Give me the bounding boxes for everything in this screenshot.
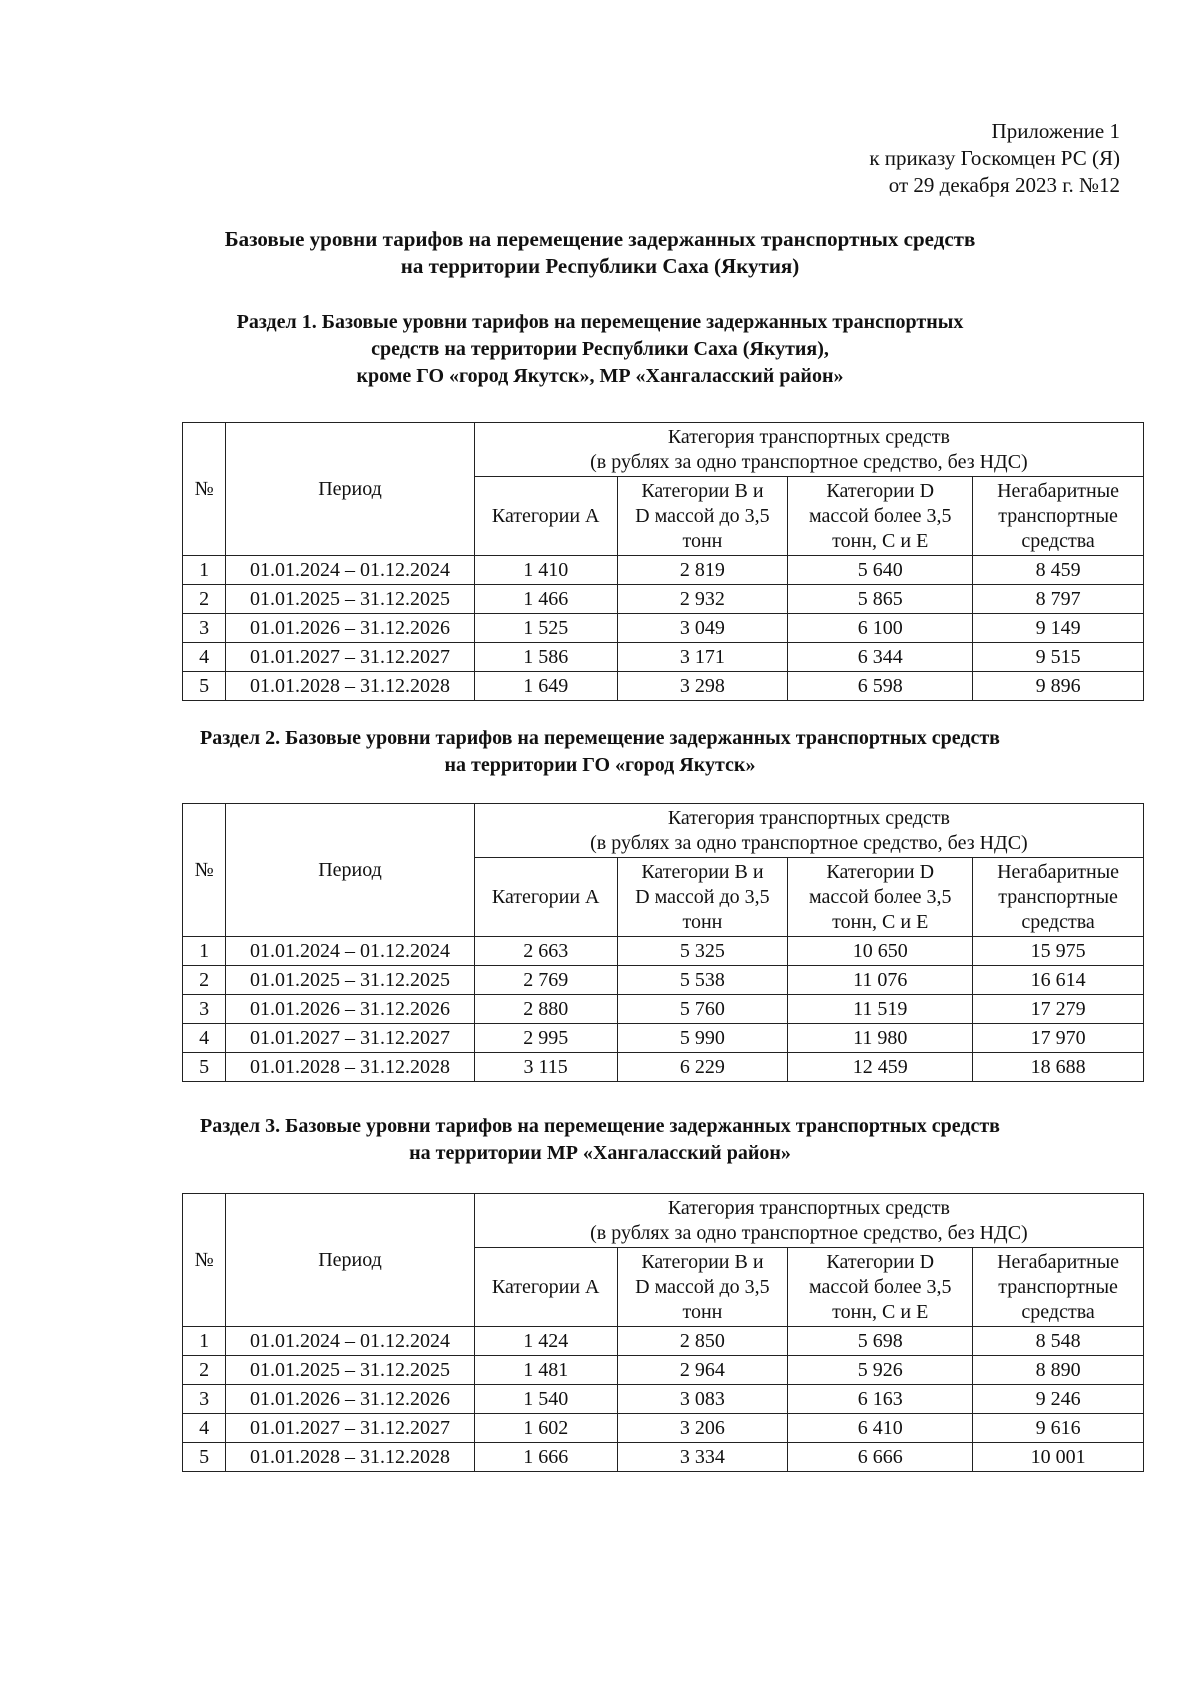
tariff-category-b: 3 083	[617, 1385, 788, 1414]
tariff-category-b: 2 932	[617, 585, 788, 614]
tariff-category-b: 5 538	[617, 966, 788, 995]
column-header-category-b	[617, 477, 788, 556]
tariff-category-b: 2 964	[617, 1356, 788, 1385]
row-period: 01.01.2026 – 31.12.2026	[226, 995, 475, 1024]
column-header-period: Период	[226, 1194, 475, 1327]
header-line: Категории В и	[641, 479, 764, 502]
tariff-category-d: 6 598	[788, 672, 973, 701]
tariff-table-section-1	[182, 422, 1144, 701]
tariff-oversize: 17 279	[973, 995, 1144, 1024]
tariff-category-a: 2 769	[474, 966, 617, 995]
header-line: Негабаритные	[997, 860, 1120, 883]
tariff-category-b: 2 850	[617, 1327, 788, 1356]
section-title-line: на территории МР «Хангаласский район»	[409, 1142, 791, 1164]
tariff-category-b: 3 049	[617, 614, 788, 643]
row-number: 1	[183, 937, 226, 966]
tariff-category-b: 6 229	[617, 1053, 788, 1082]
tariff-category-d: 11 980	[788, 1024, 973, 1053]
column-header-number: №	[183, 804, 226, 937]
row-period: 01.01.2025 – 31.12.2025	[226, 1356, 475, 1385]
tariff-category-a: 2 880	[474, 995, 617, 1024]
header-line: средства	[1021, 529, 1095, 552]
tariff-oversize: 9 149	[973, 614, 1144, 643]
appendix-line: Приложение 1	[991, 119, 1120, 143]
row-number: 5	[183, 672, 226, 701]
column-header-oversize	[973, 477, 1144, 556]
table-row	[183, 1443, 1144, 1472]
tariff-category-d: 5 926	[788, 1356, 973, 1385]
tariff-category-a: 2 663	[474, 937, 617, 966]
header-line: транспортные	[998, 504, 1118, 527]
column-header-period: Период	[226, 804, 475, 937]
header-line: тонн	[682, 910, 723, 933]
document-title-line: на территории Республики Саха (Якутия)	[400, 254, 800, 278]
row-number: 4	[183, 643, 226, 672]
tariff-category-a: 1 466	[474, 585, 617, 614]
header-line: средства	[1021, 1300, 1095, 1323]
table-row	[183, 1024, 1144, 1053]
column-group-vehicle-category	[474, 804, 1143, 858]
tariff-category-d: 6 666	[788, 1443, 973, 1472]
column-header-category-b	[617, 1248, 788, 1327]
header-line: Категории D	[826, 1250, 935, 1273]
section-title-line: на территории ГО «город Якутск»	[444, 754, 756, 776]
tariff-oversize: 8 890	[973, 1356, 1144, 1385]
table-row	[183, 556, 1144, 585]
row-period: 01.01.2025 – 31.12.2025	[226, 966, 475, 995]
appendix-order-line: к приказу Госкомцен РС (Я)	[869, 146, 1120, 170]
column-header-number: №	[183, 1194, 226, 1327]
table-row	[183, 643, 1144, 672]
header-line: транспортные	[998, 885, 1118, 908]
header-line: Негабаритные	[997, 1250, 1120, 1273]
tariff-category-d: 6 163	[788, 1385, 973, 1414]
row-number: 2	[183, 585, 226, 614]
table-row	[183, 585, 1144, 614]
tariff-category-b: 5 760	[617, 995, 788, 1024]
row-number: 1	[183, 1327, 226, 1356]
row-period: 01.01.2024 – 01.12.2024	[226, 937, 475, 966]
row-number: 3	[183, 1385, 226, 1414]
tariff-category-a: 1 481	[474, 1356, 617, 1385]
row-period: 01.01.2028 – 31.12.2028	[226, 1443, 475, 1472]
tariff-oversize: 9 616	[973, 1414, 1144, 1443]
tariff-oversize: 8 548	[973, 1327, 1144, 1356]
tariff-category-a: 2 995	[474, 1024, 617, 1053]
header-line: D массой до 3,5	[635, 885, 770, 908]
group-header-line: (в рублях за одно транспортное средство, без НДС)	[590, 832, 1028, 854]
header-line: D массой до 3,5	[635, 504, 770, 527]
tariff-category-a: 1 540	[474, 1385, 617, 1414]
row-period: 01.01.2027 – 31.12.2027	[226, 1024, 475, 1053]
tariff-category-d: 11 519	[788, 995, 973, 1024]
tariff-oversize: 9 515	[973, 643, 1144, 672]
tariff-category-a: 1 586	[474, 643, 617, 672]
section-title-line: Раздел 1. Базовые уровни тарифов на перемещение задержанных транспортных	[236, 311, 964, 333]
header-line: массой более 3,5	[808, 1275, 952, 1298]
header-line: массой более 3,5	[808, 504, 952, 527]
tariff-oversize: 8 797	[973, 585, 1144, 614]
header-line: тонн, С и Е	[832, 1300, 929, 1323]
row-period: 01.01.2025 – 31.12.2025	[226, 585, 475, 614]
row-number: 4	[183, 1414, 226, 1443]
table-row	[183, 995, 1144, 1024]
group-header-line: (в рублях за одно транспортное средство, без НДС)	[590, 451, 1028, 473]
column-group-vehicle-category	[474, 1194, 1143, 1248]
table-row	[183, 1385, 1144, 1414]
column-header-category-b	[617, 858, 788, 937]
header-line: средства	[1021, 910, 1095, 933]
table-row	[183, 1053, 1144, 1082]
row-number: 2	[183, 966, 226, 995]
row-period: 01.01.2027 – 31.12.2027	[226, 643, 475, 672]
tariff-oversize: 9 246	[973, 1385, 1144, 1414]
row-number: 1	[183, 556, 226, 585]
tariff-category-d: 12 459	[788, 1053, 973, 1082]
tariff-category-d: 6 344	[788, 643, 973, 672]
appendix-date-line: от 29 декабря 2023 г. №12	[888, 173, 1120, 197]
tariff-category-a: 1 666	[474, 1443, 617, 1472]
column-header-category-a: Категории А	[474, 477, 617, 556]
header-line: Категории В и	[641, 1250, 764, 1273]
tariff-oversize: 10 001	[973, 1443, 1144, 1472]
tariff-category-b: 3 298	[617, 672, 788, 701]
row-period: 01.01.2028 – 31.12.2028	[226, 1053, 475, 1082]
tariff-category-b: 3 206	[617, 1414, 788, 1443]
tariff-category-a: 1 525	[474, 614, 617, 643]
tariff-category-d: 5 640	[788, 556, 973, 585]
tariff-category-b: 3 171	[617, 643, 788, 672]
header-line: Негабаритные	[997, 479, 1120, 502]
row-number: 5	[183, 1053, 226, 1082]
row-number: 5	[183, 1443, 226, 1472]
header-line: тонн, С и Е	[832, 529, 929, 552]
column-group-vehicle-category	[474, 423, 1143, 477]
header-line: D массой до 3,5	[635, 1275, 770, 1298]
table-row	[183, 614, 1144, 643]
row-period: 01.01.2024 – 01.12.2024	[226, 556, 475, 585]
tariff-oversize: 9 896	[973, 672, 1144, 701]
table-row	[183, 1414, 1144, 1443]
header-line: тонн, С и Е	[832, 910, 929, 933]
row-period: 01.01.2028 – 31.12.2028	[226, 672, 475, 701]
tariff-table-section-3	[182, 1193, 1144, 1472]
document-title-line: Базовые уровни тарифов на перемещение задержанных транспортных средств	[224, 227, 976, 251]
table-row	[183, 966, 1144, 995]
section-title-line: Раздел 2. Базовые уровни тарифов на перемещение задержанных транспортных средств	[200, 727, 1000, 749]
column-header-category-a: Категории А	[474, 858, 617, 937]
tariff-category-d: 10 650	[788, 937, 973, 966]
column-header-category-a: Категории А	[474, 1248, 617, 1327]
tariff-category-b: 2 819	[617, 556, 788, 585]
section-title-line: кроме ГО «город Якутск», МР «Хангаласский район»	[356, 365, 844, 387]
column-header-oversize	[973, 858, 1144, 937]
section-title-line: Раздел 3. Базовые уровни тарифов на перемещение задержанных транспортных средств	[200, 1115, 1000, 1137]
tariff-oversize: 18 688	[973, 1053, 1144, 1082]
row-period: 01.01.2024 – 01.12.2024	[226, 1327, 475, 1356]
tariff-category-b: 5 325	[617, 937, 788, 966]
tariff-oversize: 17 970	[973, 1024, 1144, 1053]
tariff-category-d: 11 076	[788, 966, 973, 995]
group-header-line: (в рублях за одно транспортное средство, без НДС)	[590, 1222, 1028, 1244]
row-period: 01.01.2027 – 31.12.2027	[226, 1414, 475, 1443]
column-header-oversize	[973, 1248, 1144, 1327]
column-header-period: Период	[226, 423, 475, 556]
row-number: 3	[183, 995, 226, 1024]
header-line: Категории В и	[641, 860, 764, 883]
tariff-table-section-2	[182, 803, 1144, 1082]
group-header-line: Категория транспортных средств	[667, 1197, 950, 1219]
header-line: Категории D	[826, 479, 935, 502]
header-line: Категории D	[826, 860, 935, 883]
tariff-category-a: 3 115	[474, 1053, 617, 1082]
tariff-oversize: 8 459	[973, 556, 1144, 585]
header-line: массой более 3,5	[808, 885, 952, 908]
section-title-line: средств на территории Республики Саха (Якутия),	[371, 338, 829, 360]
tariff-category-a: 1 602	[474, 1414, 617, 1443]
column-header-category-d	[788, 1248, 973, 1327]
section-2-title	[0, 725, 1200, 779]
row-period: 01.01.2026 – 31.12.2026	[226, 614, 475, 643]
tariff-category-d: 6 410	[788, 1414, 973, 1443]
section-1-title	[0, 309, 1200, 390]
section-3-title	[0, 1113, 1200, 1167]
tariff-category-a: 1 649	[474, 672, 617, 701]
tariff-oversize: 16 614	[973, 966, 1144, 995]
tariff-oversize: 15 975	[973, 937, 1144, 966]
tariff-category-b: 5 990	[617, 1024, 788, 1053]
table-row	[183, 672, 1144, 701]
tariff-category-d: 5 698	[788, 1327, 973, 1356]
table-row	[183, 1356, 1144, 1385]
row-number: 2	[183, 1356, 226, 1385]
table-row	[183, 1327, 1144, 1356]
tariff-category-b: 3 334	[617, 1443, 788, 1472]
row-number: 4	[183, 1024, 226, 1053]
row-number: 3	[183, 614, 226, 643]
header-line: тонн	[682, 529, 723, 552]
row-period: 01.01.2026 – 31.12.2026	[226, 1385, 475, 1414]
appendix-reference	[869, 118, 1120, 199]
header-line: тонн	[682, 1300, 723, 1323]
table-row	[183, 937, 1144, 966]
header-line: транспортные	[998, 1275, 1118, 1298]
tariff-category-d: 5 865	[788, 585, 973, 614]
column-header-category-d	[788, 858, 973, 937]
tariff-category-a: 1 410	[474, 556, 617, 585]
tariff-category-d: 6 100	[788, 614, 973, 643]
tariff-category-a: 1 424	[474, 1327, 617, 1356]
group-header-line: Категория транспортных средств	[667, 426, 950, 448]
group-header-line: Категория транспортных средств	[667, 807, 950, 829]
column-header-category-d	[788, 477, 973, 556]
document-title	[0, 226, 1200, 280]
column-header-number: №	[183, 423, 226, 556]
